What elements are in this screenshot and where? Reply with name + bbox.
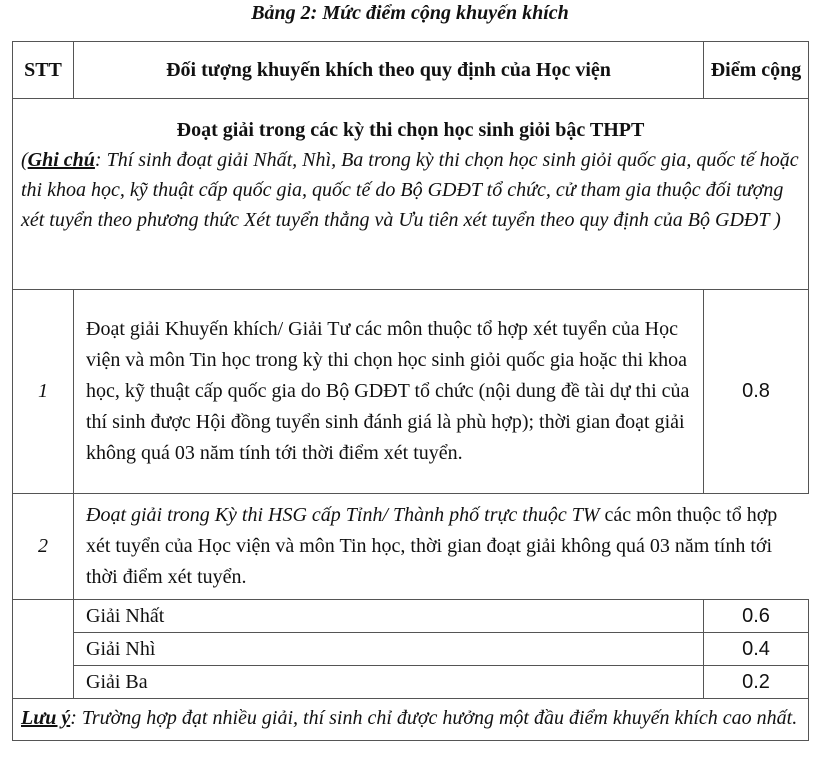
prize-points: 0.2 xyxy=(704,666,809,699)
footnote-label: Lưu ý xyxy=(21,707,71,729)
note-open-paren: ( xyxy=(21,149,28,171)
row-number: 2 xyxy=(13,494,74,600)
header-subject: Đối tượng khuyến khích theo quy định của Học viện xyxy=(74,42,704,99)
bonus-points-table xyxy=(12,41,809,741)
section-title: Đoạt giải trong các kỳ thi chọn học sinh giỏi bậc THPT xyxy=(176,119,645,141)
row-number: 1 xyxy=(13,290,74,494)
section-row xyxy=(13,99,809,290)
header-stt: STT xyxy=(13,42,74,99)
footnote-text: : Trường hợp đạt nhiều giải, thí sinh chỉ được hưởng một đầu điểm khuyến khích cao nhất. xyxy=(70,707,798,729)
row-description: Đoạt giải Khuyến khích/ Giải Tư các môn thuộc tổ hợp xét tuyển của Học viện và môn Tin học trong kỳ thi chọn học sinh giỏi quốc gia hoặc thi khoa học, kỹ thuật cấp quốc gia do Bộ GDĐT tổ chức (nội dung đề tài dự thi của thí sinh được Hội đồng tuyển sinh đánh giá là phù hợp); thời gian đoạt giải không quá 03 năm tính tới thời điểm xét tuyển. xyxy=(74,290,704,494)
footnote-row xyxy=(13,699,809,741)
prize-row xyxy=(13,666,809,699)
prize-label: Giải Ba xyxy=(74,666,704,699)
table-row xyxy=(13,290,809,494)
note-label: Ghi chú xyxy=(27,149,95,171)
prize-row xyxy=(13,633,809,666)
header-points: Điểm cộng xyxy=(704,42,809,99)
section-note xyxy=(21,145,800,235)
table-header-row xyxy=(13,42,809,99)
row-description xyxy=(74,494,809,600)
prize-stt-cell xyxy=(13,600,74,699)
prize-label: Giải Nhất xyxy=(74,600,704,633)
prize-label: Giải Nhì xyxy=(74,633,704,666)
section-cell xyxy=(13,99,809,290)
prize-points: 0.6 xyxy=(704,600,809,633)
row-points: 0.8 xyxy=(704,290,809,494)
row-description-rest: các môn thuộc tổ hợp xét tuyển của Học viện và môn Tin học, thời gian đoạt giải không quá 03 năm tính tới thời điểm xét tuyển. xyxy=(86,504,778,588)
table-row xyxy=(13,494,809,600)
row-description-italic: Đoạt giải trong Kỳ thi HSG cấp Tỉnh/ Thành phố trực thuộc TW xyxy=(86,504,600,526)
footnote-cell xyxy=(13,699,809,741)
prize-row xyxy=(13,600,809,633)
table-caption: Bảng 2: Mức điểm cộng khuyến khích xyxy=(251,2,569,24)
note-text: : Thí sinh đoạt giải Nhất, Nhì, Ba trong kỳ thi chọn học sinh giỏi quốc gia, quốc tế hoặc thi khoa học, kỹ thuật cấp quốc gia, quốc tế do Bộ GDĐT tổ chức, cử tham gia thuộc đối tượng xét tuyển theo phương thức Xét tuyển thẳng và Ưu tiên xét tuyển theo quy định của Bộ GDĐT ) xyxy=(21,149,799,231)
prize-points: 0.4 xyxy=(704,633,809,666)
